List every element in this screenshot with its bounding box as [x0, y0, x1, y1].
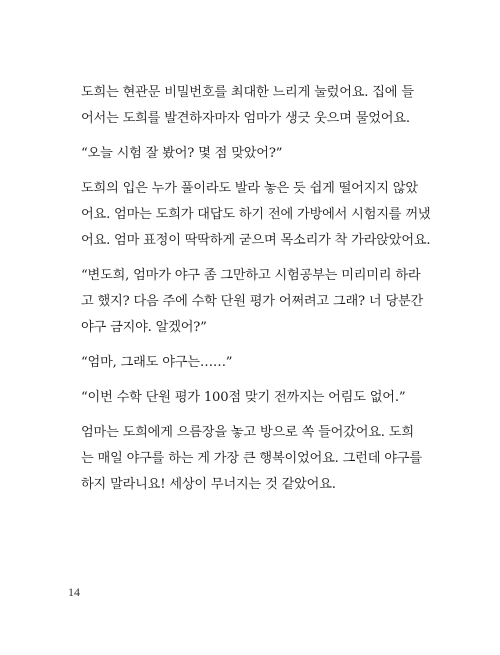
paragraph-5 — [68, 350, 440, 376]
paragraph-6 — [68, 385, 440, 411]
text-line: 어요. 엄마는 도희가 대답도 하기 전에 가방에서 시험지를 꺼냈 — [81, 207, 431, 222]
text-line: 야구 금지야. 알겠어?” — [81, 320, 207, 335]
paragraph-1 — [68, 80, 440, 132]
text-line: 고 했지? 다음 주에 수학 단원 평가 어쩌려고 그래? 너 당분간 — [81, 294, 424, 309]
paragraph-2 — [68, 141, 440, 167]
text-line: 는 매일 야구를 하는 게 가장 큰 행복이었어요. 그런데 야구를 — [81, 451, 422, 466]
paragraph-3 — [68, 176, 440, 254]
text-line: “오늘 시험 잘 봤어? 몇 점 맞았어?” — [81, 146, 283, 161]
text-line: “엄마, 그래도 야구는……” — [81, 355, 233, 370]
text-line: 어요. 엄마 표정이 딱딱하게 굳으며 목소리가 착 가라앉았어요. — [81, 233, 431, 248]
paragraph-7 — [68, 420, 440, 498]
text-line: 하지 말라니요! 세상이 무너지는 것 같았어요. — [81, 477, 336, 492]
text-line: 엄마는 도희에게 으름장을 놓고 방으로 쏙 들어갔어요. 도희 — [81, 425, 414, 440]
text-line: “변도희, 엄마가 야구 좀 그만하고 시험공부는 미리미리 하라 — [81, 268, 421, 283]
page-number: 14 — [68, 585, 80, 599]
text-line: 어서는 도희를 발견하자마자 엄마가 생긋 웃으며 물었어요. — [81, 111, 410, 126]
text-line: “이번 수학 단원 평가 100점 맞기 전까지는 어림도 없어.” — [81, 390, 406, 405]
paragraph-4 — [68, 263, 440, 341]
text-line: 도희는 현관문 비밀번호를 최대한 느리게 눌렀어요. 집에 들 — [81, 85, 414, 100]
text-line: 도희의 입은 누가 풀이라도 발라 놓은 듯 쉽게 떨어지지 않았 — [81, 181, 418, 196]
story-text — [68, 80, 440, 507]
